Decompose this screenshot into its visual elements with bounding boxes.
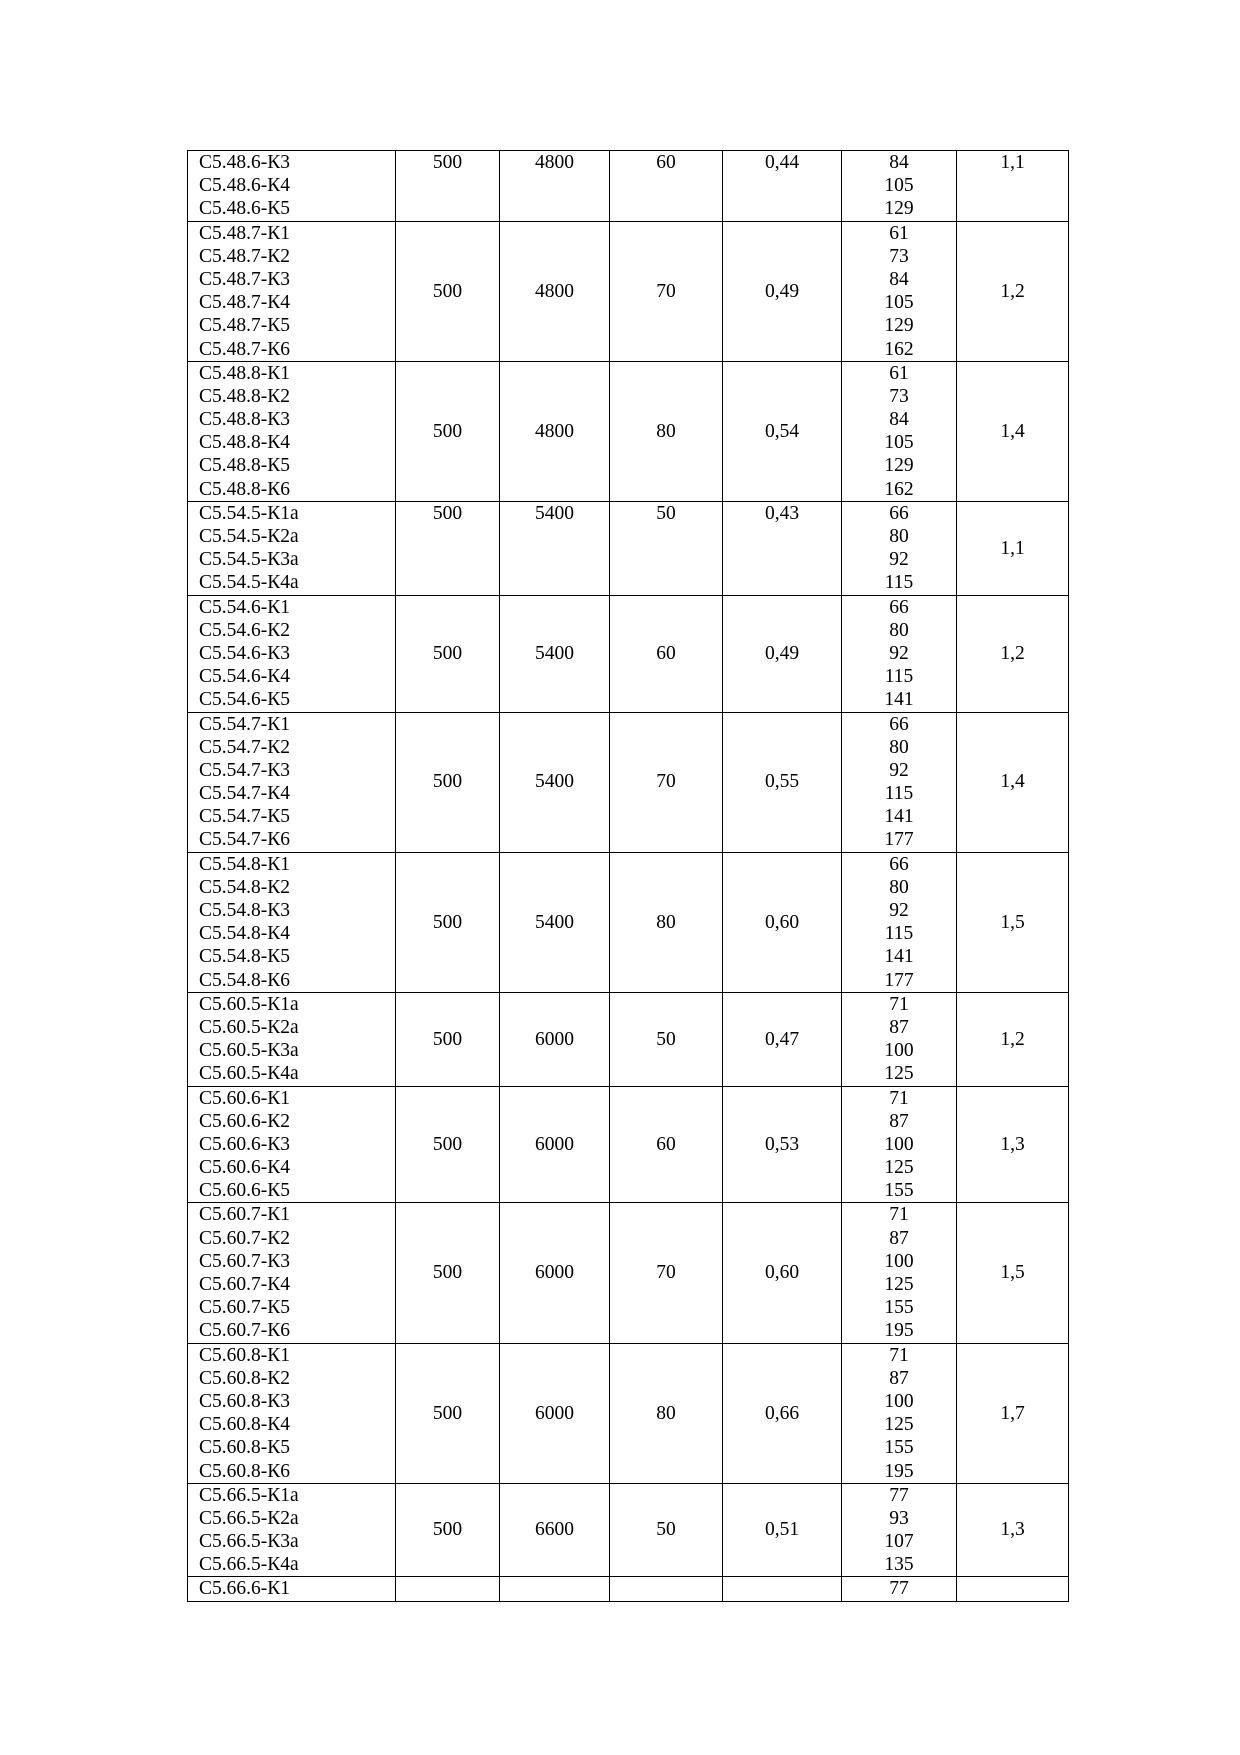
- load-line: 77: [889, 1484, 909, 1506]
- cell-width-value: 500: [432, 1519, 463, 1541]
- cell-width-value: 500: [432, 280, 463, 302]
- load-line: 125: [884, 1414, 914, 1436]
- load-line: 73: [889, 245, 909, 267]
- cell-length-value: 6000: [535, 1262, 574, 1284]
- cell-length-value: 5400: [535, 642, 574, 664]
- mark-line: С5.60.8-К6: [199, 1460, 291, 1482]
- cell-mass-value: 1,5: [1000, 911, 1025, 933]
- table-row: [188, 852, 1069, 992]
- cell-width: [396, 712, 500, 852]
- cell-length-value: 4800: [535, 152, 574, 173]
- cell-height: [610, 1483, 723, 1577]
- cell-width: [396, 221, 500, 361]
- load-line: 66: [889, 713, 909, 735]
- mark-line: С5.60.7-К2: [199, 1227, 291, 1249]
- cell-volume: [723, 1086, 842, 1203]
- cell-mark: [188, 221, 396, 361]
- cell-mark: [188, 501, 396, 595]
- mark-line: С5.60.5-К2а: [199, 1016, 299, 1038]
- load-line: 125: [884, 1157, 914, 1179]
- cell-height-value: 60: [656, 642, 676, 664]
- cell-length: [500, 1203, 610, 1343]
- cell-volume: [723, 1343, 842, 1483]
- load-line: 87: [889, 1367, 909, 1389]
- mark-line: С5.54.8-К5: [199, 946, 291, 968]
- mark-line: С5.54.7-К5: [199, 806, 291, 828]
- load-line: 92: [889, 900, 909, 921]
- cell-mass: [957, 1483, 1069, 1577]
- mark-line: С5.48.7-К2: [199, 245, 291, 267]
- cell-height-value: 50: [656, 502, 676, 524]
- cell-height-value: 70: [656, 771, 676, 793]
- cell-volume: [723, 852, 842, 992]
- mark-line: С5.54.5-К1а: [199, 502, 299, 524]
- cell-mass: [957, 1577, 1069, 1601]
- mark-line: С5.48.6-К5: [199, 198, 291, 220]
- load-line: 84: [889, 409, 909, 431]
- mark-line: С5.66.5-К1а: [199, 1484, 299, 1506]
- mark-line: С5.48.7-К4: [199, 292, 291, 314]
- cell-volume: [723, 151, 842, 222]
- cell-load: [842, 1203, 957, 1343]
- cell-load: [842, 1483, 957, 1577]
- load-line: 115: [884, 572, 914, 594]
- load-line: 195: [884, 1320, 914, 1342]
- cell-volume-value: 0,55: [764, 771, 800, 793]
- mark-line: С5.48.8-К6: [199, 478, 291, 500]
- mark-line: С5.48.7-К6: [199, 338, 291, 360]
- load-line: 115: [884, 783, 914, 805]
- load-line: 105: [884, 292, 914, 314]
- cell-load: [842, 1577, 957, 1601]
- mark-line: С5.60.6-К1: [199, 1087, 291, 1109]
- load-line: 162: [884, 338, 914, 360]
- load-line: 141: [884, 946, 914, 968]
- cell-height-value: 70: [656, 280, 676, 302]
- cell-length: [500, 501, 610, 595]
- cell-width: [396, 1483, 500, 1577]
- cell-load: [842, 501, 957, 595]
- cell-height: [610, 361, 723, 501]
- cell-width: [396, 1086, 500, 1203]
- cell-width: [396, 1203, 500, 1343]
- cell-volume: [723, 1203, 842, 1343]
- cell-mass-value: 1,2: [1000, 280, 1025, 302]
- load-line: 162: [884, 478, 914, 500]
- table-row: [188, 1086, 1069, 1203]
- mark-line: С5.48.7-К1: [199, 222, 291, 244]
- cell-length-value: 6000: [535, 1028, 574, 1050]
- load-line: 66: [889, 502, 909, 524]
- mark-line: С5.60.5-К1а: [199, 993, 299, 1015]
- mark-line: С5.60.5-К3а: [199, 1040, 299, 1062]
- cell-height: [610, 151, 723, 222]
- load-line: 107: [884, 1531, 914, 1553]
- load-line: 125: [884, 1063, 914, 1085]
- mark-line: С5.60.5-К4а: [199, 1063, 299, 1085]
- load-line: 80: [889, 526, 909, 547]
- cell-load: [842, 1086, 957, 1203]
- load-line: 61: [889, 222, 909, 244]
- cell-mass: [957, 1086, 1069, 1203]
- load-line: 100: [884, 1040, 914, 1062]
- cell-width-value: 500: [432, 420, 463, 442]
- mark-line: С5.48.6-К3: [199, 152, 291, 173]
- cell-length: [500, 1483, 610, 1577]
- cell-height: [610, 992, 723, 1086]
- cell-length: [500, 151, 610, 222]
- load-line: 92: [889, 549, 909, 571]
- mark-line: С5.48.7-К3: [199, 268, 291, 290]
- cell-length-value: 6000: [535, 1133, 574, 1155]
- table-row: [188, 595, 1069, 712]
- load-line: 195: [884, 1460, 914, 1482]
- table-row: [188, 501, 1069, 595]
- cell-length: [500, 1577, 610, 1601]
- cell-height: [610, 1577, 723, 1601]
- load-line: 61: [889, 362, 909, 384]
- cell-length: [500, 221, 610, 361]
- cell-height: [610, 1086, 723, 1203]
- cell-load: [842, 712, 957, 852]
- cell-width-value: 500: [432, 1402, 463, 1424]
- cell-mass-value: 1,1: [1000, 537, 1025, 559]
- slab-spec-table: [187, 150, 1069, 1602]
- table-row: [188, 992, 1069, 1086]
- load-line: 115: [884, 666, 914, 688]
- load-line: 129: [884, 315, 914, 337]
- table-row: [188, 1577, 1069, 1601]
- cell-length-value: 5400: [535, 771, 574, 793]
- cell-mass-value: 1,3: [1000, 1133, 1025, 1155]
- mark-line: С5.54.7-К3: [199, 759, 291, 781]
- load-line: 92: [889, 759, 909, 781]
- mark-line: С5.54.6-К4: [199, 666, 291, 688]
- table-row: [188, 151, 1069, 222]
- load-line: 66: [889, 596, 909, 618]
- mark-line: С5.60.7-К4: [199, 1274, 291, 1295]
- load-line: 80: [889, 736, 909, 758]
- cell-length: [500, 595, 610, 712]
- cell-length-value: 4800: [535, 420, 574, 442]
- cell-height-value: 80: [656, 911, 676, 933]
- load-line: 115: [884, 923, 914, 945]
- cell-height-value: 70: [656, 1262, 676, 1284]
- cell-mass: [957, 712, 1069, 852]
- cell-width: [396, 151, 500, 222]
- mark-line: С5.54.6-К2: [199, 619, 291, 641]
- cell-width-value: 500: [432, 1028, 463, 1050]
- load-line: 141: [884, 806, 914, 828]
- load-line: 100: [884, 1250, 914, 1272]
- cell-mass-value: 1,5: [1000, 1262, 1025, 1284]
- mark-line: С5.54.7-К2: [199, 736, 291, 758]
- cell-volume-value: 0,47: [764, 1028, 800, 1050]
- load-line: 125: [884, 1274, 914, 1295]
- cell-mass: [957, 361, 1069, 501]
- load-line: 155: [884, 1437, 914, 1459]
- cell-width: [396, 1343, 500, 1483]
- table-row: [188, 1203, 1069, 1343]
- mark-line: С5.48.8-К3: [199, 409, 291, 431]
- load-line: 129: [884, 198, 914, 220]
- cell-mass-value: 1,2: [1000, 642, 1025, 664]
- cell-mass: [957, 151, 1069, 222]
- mark-line: С5.66.5-К3а: [199, 1531, 299, 1553]
- cell-mark: [188, 1203, 396, 1343]
- cell-width-value: 500: [432, 911, 463, 933]
- cell-mark: [188, 595, 396, 712]
- mark-line: С5.48.8-К4: [199, 432, 291, 454]
- load-line: 129: [884, 455, 914, 477]
- cell-mark: [188, 1483, 396, 1577]
- cell-mark: [188, 151, 396, 222]
- cell-height-value: 50: [656, 1519, 676, 1541]
- mark-line: С5.60.6-К2: [199, 1110, 291, 1132]
- cell-volume-value: 0,60: [764, 911, 800, 933]
- mark-line: С5.48.8-К2: [199, 385, 291, 407]
- cell-length: [500, 712, 610, 852]
- mark-line: С5.54.6-К3: [199, 642, 291, 664]
- cell-volume-value: 0,51: [764, 1519, 800, 1541]
- cell-volume-value: 0,53: [764, 1133, 800, 1155]
- mark-line: С5.54.8-К1: [199, 853, 291, 875]
- cell-length: [500, 992, 610, 1086]
- cell-height: [610, 501, 723, 595]
- cell-height: [610, 1203, 723, 1343]
- load-line: 105: [884, 432, 914, 454]
- cell-mass-value: 1,1: [1000, 152, 1025, 173]
- cell-mass-value: 1,4: [1000, 771, 1025, 793]
- mark-line: С5.60.8-К1: [199, 1344, 291, 1366]
- cell-height-value: 50: [656, 1028, 676, 1050]
- cell-mass-value: 1,3: [1000, 1519, 1025, 1541]
- cell-length-value: 6000: [535, 1402, 574, 1424]
- cell-load: [842, 852, 957, 992]
- table-body: [188, 151, 1069, 1602]
- mark-line: С5.54.7-К6: [199, 829, 291, 851]
- mark-line: С5.54.7-К4: [199, 783, 291, 805]
- load-line: 87: [889, 1110, 909, 1132]
- cell-volume-value: 0,54: [764, 420, 800, 442]
- mark-line: С5.60.8-К2: [199, 1367, 291, 1389]
- load-line: 71: [889, 993, 909, 1015]
- cell-width: [396, 1577, 500, 1601]
- cell-volume: [723, 1483, 842, 1577]
- cell-volume-value: 0,66: [764, 1402, 800, 1424]
- mark-line: С5.60.6-К4: [199, 1157, 291, 1179]
- cell-load: [842, 595, 957, 712]
- cell-volume: [723, 501, 842, 595]
- mark-line: С5.60.7-К3: [199, 1250, 291, 1272]
- cell-volume: [723, 712, 842, 852]
- table-row: [188, 221, 1069, 361]
- mark-line: С5.60.6-К5: [199, 1180, 291, 1202]
- cell-width-value: 500: [432, 152, 463, 173]
- mark-line: С5.54.5-К3а: [199, 549, 299, 571]
- mark-line: С5.60.7-К1: [199, 1204, 291, 1226]
- cell-mass-value: 1,7: [1000, 1402, 1025, 1424]
- mark-line: С5.60.8-К3: [199, 1390, 291, 1412]
- cell-mass-value: 1,2: [1000, 1028, 1025, 1050]
- cell-load: [842, 992, 957, 1086]
- cell-length: [500, 852, 610, 992]
- mark-line: С5.66.5-К4а: [199, 1554, 299, 1576]
- mark-line: С5.54.5-К2а: [199, 526, 299, 547]
- mark-line: С5.66.5-К2а: [199, 1507, 299, 1529]
- load-line: 71: [889, 1344, 909, 1366]
- mark-line: С5.48.8-К1: [199, 362, 291, 384]
- cell-mass: [957, 1203, 1069, 1343]
- cell-mass: [957, 1343, 1069, 1483]
- load-line: 141: [884, 689, 914, 711]
- cell-volume: [723, 595, 842, 712]
- table-row: [188, 1483, 1069, 1577]
- cell-width-value: 500: [432, 1262, 463, 1284]
- load-line: 177: [884, 829, 914, 851]
- load-line: 71: [889, 1087, 909, 1109]
- cell-height: [610, 221, 723, 361]
- cell-height: [610, 1343, 723, 1483]
- mark-line: С5.48.8-К5: [199, 455, 291, 477]
- load-line: 84: [889, 152, 909, 173]
- cell-height-value: 80: [656, 420, 676, 442]
- mark-line: С5.60.8-К5: [199, 1437, 291, 1459]
- table-row: [188, 1343, 1069, 1483]
- mark-line: С5.60.8-К4: [199, 1414, 291, 1436]
- cell-mark: [188, 992, 396, 1086]
- cell-mark: [188, 1086, 396, 1203]
- cell-volume-value: 0,60: [764, 1262, 800, 1284]
- cell-length-value: 5400: [535, 911, 574, 933]
- cell-height: [610, 852, 723, 992]
- load-line: 66: [889, 853, 909, 875]
- cell-width: [396, 361, 500, 501]
- cell-width-value: 500: [432, 642, 463, 664]
- mark-line: С5.54.6-К1: [199, 596, 291, 618]
- cell-height: [610, 595, 723, 712]
- cell-mark: [188, 712, 396, 852]
- load-line: 135: [884, 1554, 914, 1576]
- cell-load: [842, 1343, 957, 1483]
- load-line: 84: [889, 268, 909, 290]
- cell-width-value: 500: [432, 502, 463, 524]
- mark-line: С5.54.8-К2: [199, 876, 291, 898]
- cell-volume: [723, 992, 842, 1086]
- mark-line: С5.48.7-К5: [199, 315, 291, 337]
- table-row: [188, 361, 1069, 501]
- load-line: 92: [889, 642, 909, 664]
- cell-height-value: 80: [656, 1402, 676, 1424]
- cell-volume-value: 0,49: [764, 280, 800, 302]
- load-line: 100: [884, 1133, 914, 1155]
- load-line: 87: [889, 1227, 909, 1249]
- mark-line: С5.54.5-К4а: [199, 572, 299, 594]
- cell-height: [610, 712, 723, 852]
- mark-line: С5.66.6-К1: [199, 1578, 291, 1600]
- cell-mass: [957, 992, 1069, 1086]
- cell-load: [842, 361, 957, 501]
- mark-line: С5.54.8-К6: [199, 969, 291, 991]
- cell-length: [500, 1086, 610, 1203]
- cell-mass-value: 1,4: [1000, 420, 1025, 442]
- cell-mark: [188, 1577, 396, 1601]
- mark-line: С5.60.7-К6: [199, 1320, 291, 1342]
- mark-line: С5.60.7-К5: [199, 1297, 291, 1319]
- cell-height-value: 60: [656, 1133, 676, 1155]
- load-line: 80: [889, 619, 909, 641]
- cell-width: [396, 501, 500, 595]
- cell-volume-value: 0,49: [764, 642, 800, 664]
- load-line: 77: [889, 1578, 909, 1600]
- table-row: [188, 712, 1069, 852]
- cell-length-value: 6600: [535, 1519, 574, 1541]
- mark-line: С5.54.8-К4: [199, 923, 291, 945]
- cell-width: [396, 595, 500, 712]
- cell-load: [842, 151, 957, 222]
- load-line: 87: [889, 1016, 909, 1038]
- cell-load: [842, 221, 957, 361]
- load-line: 100: [884, 1390, 914, 1412]
- cell-mass: [957, 852, 1069, 992]
- load-line: 73: [889, 385, 909, 407]
- cell-volume: [723, 361, 842, 501]
- cell-length-value: 5400: [535, 502, 574, 524]
- cell-length-value: 4800: [535, 280, 574, 302]
- cell-mark: [188, 852, 396, 992]
- load-line: 105: [884, 175, 914, 197]
- cell-volume: [723, 221, 842, 361]
- load-line: 80: [889, 876, 909, 898]
- mark-line: С5.54.6-К5: [199, 689, 291, 711]
- cell-length: [500, 361, 610, 501]
- cell-width-value: 500: [432, 771, 463, 793]
- cell-mass: [957, 595, 1069, 712]
- cell-mass: [957, 501, 1069, 595]
- load-line: 155: [884, 1180, 914, 1202]
- cell-mass: [957, 221, 1069, 361]
- mark-line: С5.54.7-К1: [199, 713, 291, 735]
- cell-width: [396, 992, 500, 1086]
- cell-volume-value: 0,44: [764, 152, 800, 173]
- cell-mark: [188, 1343, 396, 1483]
- cell-mark: [188, 361, 396, 501]
- cell-width-value: 500: [432, 1133, 463, 1155]
- cell-width: [396, 852, 500, 992]
- mark-line: С5.48.6-К4: [199, 175, 291, 197]
- load-line: 93: [889, 1507, 909, 1529]
- load-line: 177: [884, 969, 914, 991]
- cell-height-value: 60: [656, 152, 676, 173]
- cell-length: [500, 1343, 610, 1483]
- cell-volume: [723, 1577, 842, 1601]
- load-line: 71: [889, 1204, 909, 1226]
- load-line: 155: [884, 1297, 914, 1319]
- cell-volume-value: 0,43: [764, 502, 800, 524]
- mark-line: С5.60.6-К3: [199, 1133, 291, 1155]
- mark-line: С5.54.8-К3: [199, 900, 291, 921]
